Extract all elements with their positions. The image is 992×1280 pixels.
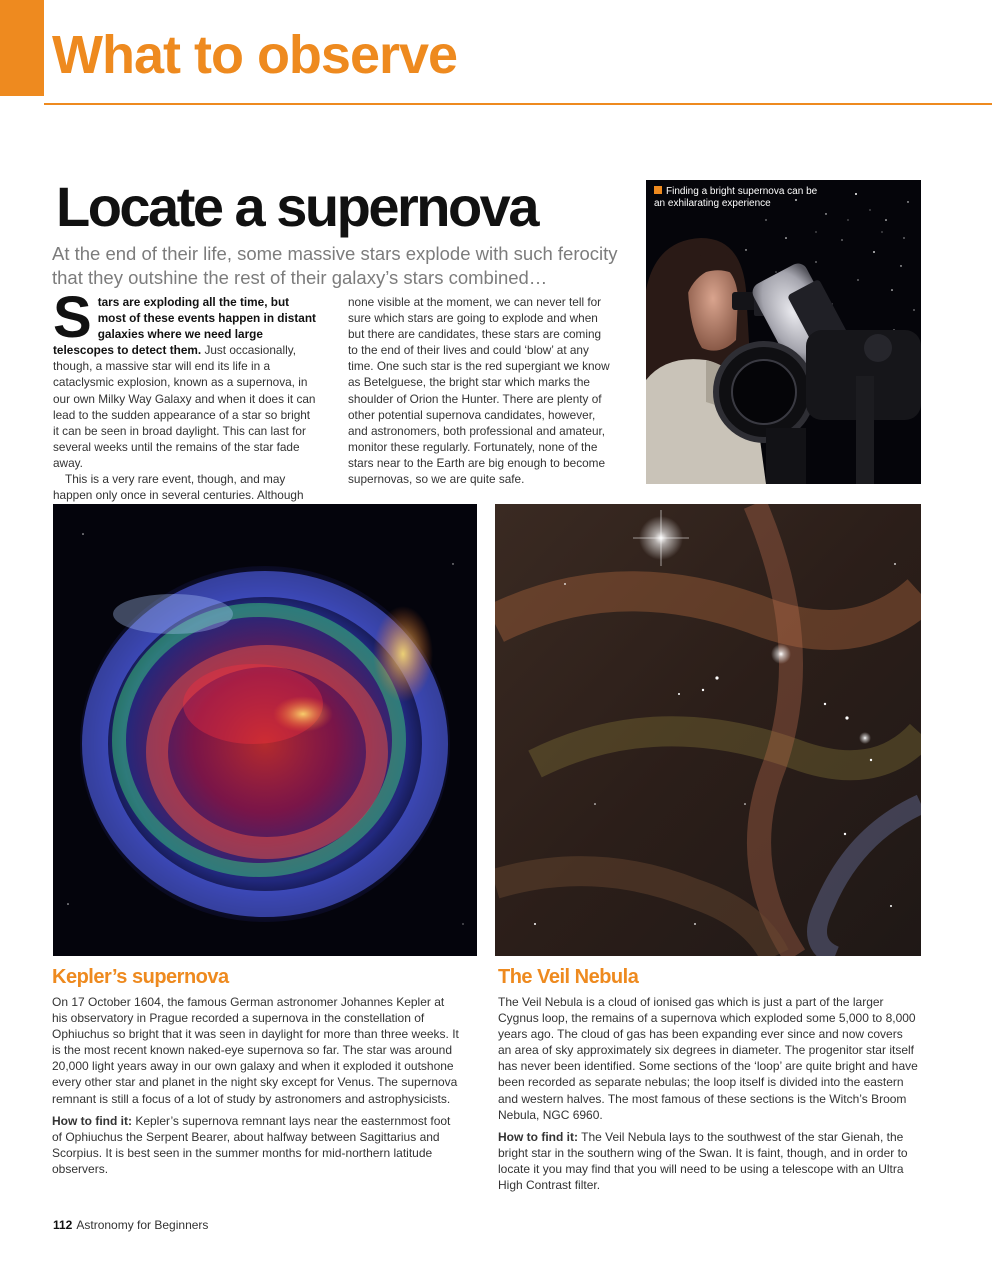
kepler-how-label: How to find it: xyxy=(52,1113,132,1128)
section-tab xyxy=(0,0,44,96)
publication-name: Astronomy for Beginners xyxy=(76,1218,209,1232)
page-footer xyxy=(53,1218,208,1232)
kepler-section-text xyxy=(52,994,462,1183)
veil-how-text: The Veil Nebula lays to the southwest of the star Gienah, the bright star in the southern wing of the Swan. It is faint, though, and in order to locate it you may find that you will need to be using a telescope with an Ultra High Contrast filter. xyxy=(498,1129,908,1193)
photo-caption xyxy=(654,186,824,210)
article-standfirst: At the end of their life, some massive stars explode with such ferocity that they outshine the rest of their galaxy’s stars combined… xyxy=(52,243,618,288)
telescope-observer-photo xyxy=(646,180,921,484)
body-paragraph-1 xyxy=(53,285,318,471)
section-title: What to observe xyxy=(52,25,458,85)
telescope-scene-illustration xyxy=(646,180,921,484)
section-divider xyxy=(44,103,992,105)
body-text: Just occasionally, though, a massive star will end its life in a cataclysmic explosion, known as a supernova, in our own Milky Way Galaxy and when it does it can lead to the sudden appearance of a star so bright it can be seen in broad daylight. This can last for several weeks until the remains of the star fade away. xyxy=(53,343,316,470)
kepler-how-to-find xyxy=(52,1113,462,1177)
body-paragraph-2: This is a very rare event, though, and may happen only once in several centuries. Although xyxy=(53,472,304,503)
kepler-remnant-illustration xyxy=(53,504,477,956)
body-column-1 xyxy=(53,285,318,519)
veil-section-text xyxy=(498,994,918,1199)
caption-bullet-icon xyxy=(654,186,662,194)
drop-cap: S xyxy=(53,285,92,350)
body-paragraph-3: none visible at the moment, we can never tell for sure which stars are going to explode and when but there are candidates, these stars are coming to the end of their lives and could ‘blow’ at any time. One such star is the red supergiant we know as Betelguese, the bright star which marks the shoulder of Orion the Hunter. There are plenty of other potential supernova candidates, however, and astronomers, both professional and amateur, monitor these regularly. Fortunately, none of the stars near to the Earth are big enough to become supernovas, so we are quite safe. xyxy=(348,295,610,487)
lead-in-text: tars are exploding all the time, but most of these events happen in distant galaxies where we need large telescopes to detect them. xyxy=(53,295,316,358)
veil-body: The Veil Nebula is a cloud of ionised gas which is just a part of the larger Cygnus loop, the remains of a supernova which exploded some 5,000 to 8,000 years ago. The cloud of gas has been expanding ever since and now covers an area of sky approximately six degrees in diameter. The progenitor star itself has never been identified. Some sections of the ‘loop’ are quite bright and have been recorded as separate nebulas; the loop itself is divided into the eastern and western halves. The most famous of these sections is the Witch’s Broom Nebula, NGC 6960. xyxy=(498,995,918,1122)
article-headline: Locate a supernova xyxy=(56,175,537,238)
veil-section-title: The Veil Nebula xyxy=(498,966,639,988)
veil-nebula-photo xyxy=(495,504,921,956)
veil-how-label: How to find it: xyxy=(498,1129,578,1144)
kepler-body: On 17 October 1604, the famous German astronomer Johannes Kepler at his observatory in Prague recorded a supernova in the constellation of Ophiuchus so bright that it was seen in daylight for more than three weeks. It is the most recent known naked-eye supernova so far. The star was around 20,000 light years away in our own galaxy and when it exploded it outshone every other star and planet in the night sky except for Venus. The supernova remnant is still a focus of a lot of study by astronomers and astrophysicists. xyxy=(52,995,459,1106)
veil-how-to-find xyxy=(498,1129,918,1193)
photo-caption-text: Finding a bright supernova can be an exhilarating experience xyxy=(654,186,818,209)
kepler-supernova-photo xyxy=(53,504,477,956)
body-column-2 xyxy=(348,294,613,487)
veil-nebula-illustration xyxy=(495,504,921,956)
kepler-how-text: Kepler’s supernova remnant lays near the easternmost foot of Ophiuchus the Serpent Bearer, about halfway between Sagittarius and Scorpius. It is best seen in the summer months for mid-northern latitude observers. xyxy=(52,1113,451,1176)
page-number: 112 xyxy=(53,1218,73,1232)
kepler-section-title: Kepler’s supernova xyxy=(52,966,229,988)
